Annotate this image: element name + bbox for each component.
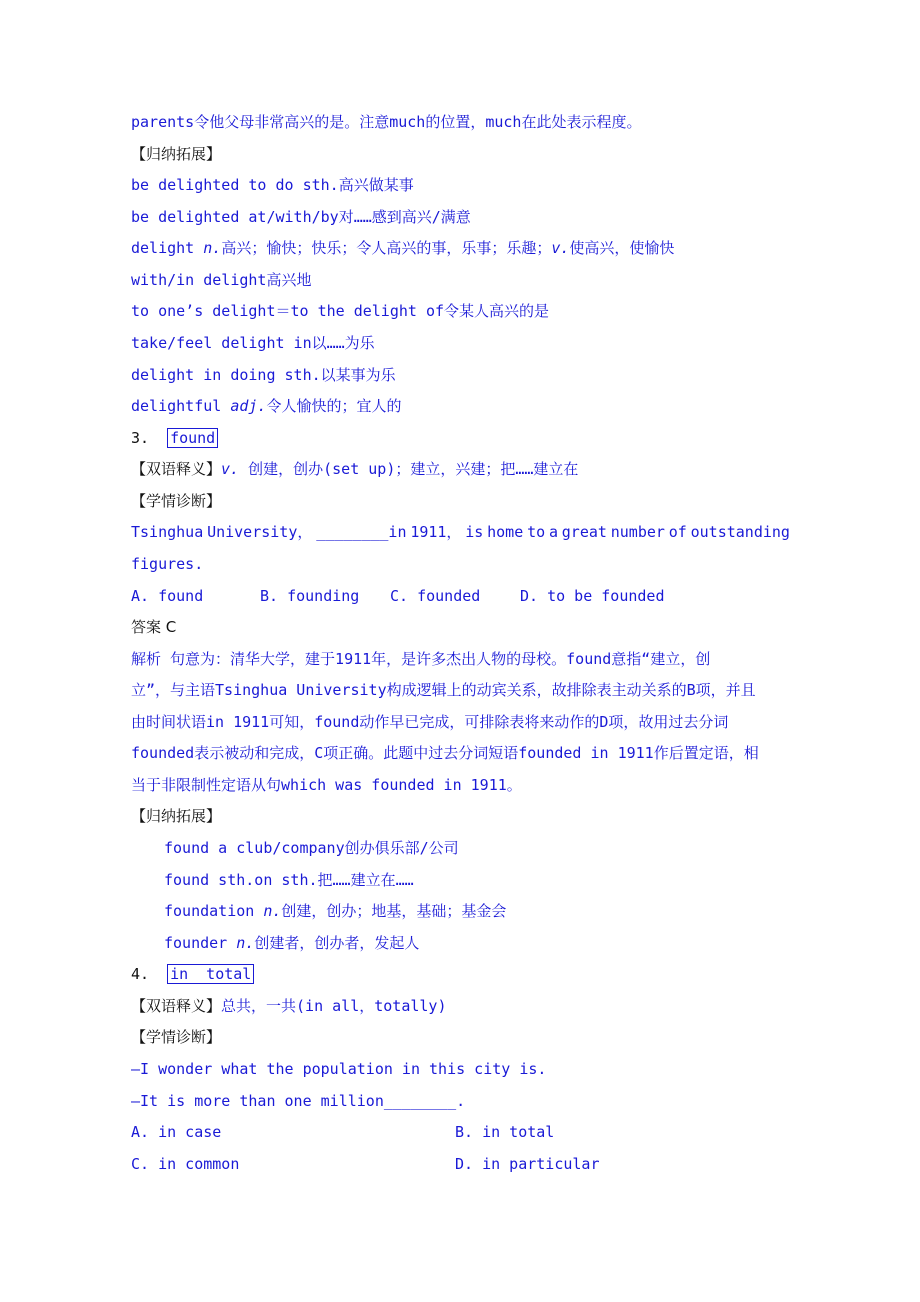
option-c: C. in common — [131, 1155, 240, 1173]
question-word: University， — [207, 523, 313, 541]
section-heading: 【归纳拓展】 — [131, 807, 222, 825]
question-word: ________in — [316, 523, 407, 541]
option-b: B. founding — [260, 587, 360, 605]
text-line: be delighted to do sth.高兴做某事 — [131, 176, 414, 194]
text-line: to one’s delight＝to the delight of令某人高兴的是 — [131, 302, 550, 320]
question-word: is — [465, 523, 484, 541]
question-line: figures. — [131, 555, 204, 573]
text-line: found sth.on sth.把……建立在…… — [164, 871, 414, 889]
text-fragment: 总共，一共(in all，totally) — [221, 997, 447, 1015]
options-line — [131, 586, 800, 606]
answer-line: 答案 C — [131, 618, 177, 636]
section-heading: 【学情诊断】 — [131, 492, 222, 510]
question-word: to — [527, 523, 546, 541]
section-heading: 【双语释义】 — [131, 997, 222, 1015]
text-line: take/feel delight in以……为乐 — [131, 334, 375, 352]
explanation-line: 解析 句意为：清华大学，建于1911年，是许多杰出人物的母校。found意指“建立，创 — [131, 650, 711, 668]
entry-number: 4. — [131, 965, 150, 983]
question-word: outstanding — [690, 523, 790, 541]
question-word: number — [610, 523, 665, 541]
question-word: great — [561, 523, 607, 541]
question-line: —It is more than one million________. — [131, 1092, 466, 1110]
pos-tag: v. — [221, 460, 240, 478]
options-line — [131, 1154, 800, 1174]
text-line — [164, 933, 800, 953]
question-word: Tsinghua — [131, 523, 204, 541]
section-heading: 【双语释义】 — [131, 460, 222, 478]
text-fragment: delight — [131, 239, 204, 257]
question-word: home — [487, 523, 524, 541]
question-word: a — [548, 523, 558, 541]
question-line — [131, 522, 790, 542]
text-fragment: 创建者，创办者，发起人 — [254, 934, 420, 952]
question-word: 1911， — [410, 523, 462, 541]
option-d: D. to be founded — [520, 587, 665, 605]
explanation-line: 由时间状语in 1911可知，found动作早已完成，可排除表将来动作的D项，故用过去分词 — [131, 713, 729, 731]
explanation-line: 立”，与主语Tsinghua University构成逻辑上的动宾关系，故排除表主动关系的B项，并且 — [131, 681, 756, 699]
text-line — [131, 396, 800, 416]
option-d: D. in particular — [455, 1155, 600, 1173]
pos-tag: n. — [236, 934, 255, 952]
pos-tag: n. — [263, 902, 282, 920]
text-line: parents令他父母非常高兴的是。注意much的位置，much在此处表示程度。 — [131, 113, 642, 131]
text-line — [131, 238, 800, 258]
option-a: A. found — [131, 587, 204, 605]
text-line: be delighted at/with/by对……感到高兴/满意 — [131, 208, 471, 226]
text-line — [131, 459, 800, 479]
question-line: —I wonder what the population in this city is. — [131, 1060, 547, 1078]
pos-tag: v. — [551, 239, 570, 257]
text-fragment: foundation — [164, 902, 264, 920]
text-fragment: 高兴；愉快；快乐；令人高兴的事，乐事；乐趣； — [221, 239, 552, 257]
entry-heading — [131, 428, 800, 448]
entry-heading — [131, 964, 800, 984]
entry-word: found — [167, 428, 218, 448]
options-line — [131, 1122, 800, 1142]
explanation-line: 当于非限制性定语从句which was founded in 1911。 — [131, 776, 522, 794]
question-word: of — [668, 523, 687, 541]
entry-word: in total — [167, 964, 254, 984]
text-line — [164, 901, 800, 921]
option-c: C. founded — [390, 587, 481, 605]
option-a: A. in case — [131, 1123, 222, 1141]
explanation-line: founded表示被动和完成，C项正确。此题中过去分词短语founded in 1911作后置定语，相 — [131, 744, 759, 762]
text-line — [131, 996, 800, 1016]
option-b: B. in total — [455, 1123, 555, 1141]
section-heading: 【学情诊断】 — [131, 1028, 222, 1046]
text-line: found a club/company创办俱乐部/公司 — [164, 839, 459, 857]
text-line: delight in doing sth.以某事为乐 — [131, 366, 396, 384]
text-fragment: 创建，创办；地基，基础；基金会 — [281, 902, 507, 920]
text-fragment: 使高兴，使愉快 — [569, 239, 675, 257]
pos-tag: n. — [203, 239, 222, 257]
section-heading: 【归纳拓展】 — [131, 145, 222, 163]
text-fragment: founder — [164, 934, 237, 952]
text-fragment: 令人愉快的；宜人的 — [266, 397, 402, 415]
text-fragment: delightful — [131, 397, 231, 415]
text-fragment: 创建，创办(set up)；建立，兴建；把……建立在 — [239, 460, 579, 478]
entry-number: 3. — [131, 429, 150, 447]
pos-tag: adj. — [230, 397, 267, 415]
text-line: with/in delight高兴地 — [131, 271, 312, 289]
